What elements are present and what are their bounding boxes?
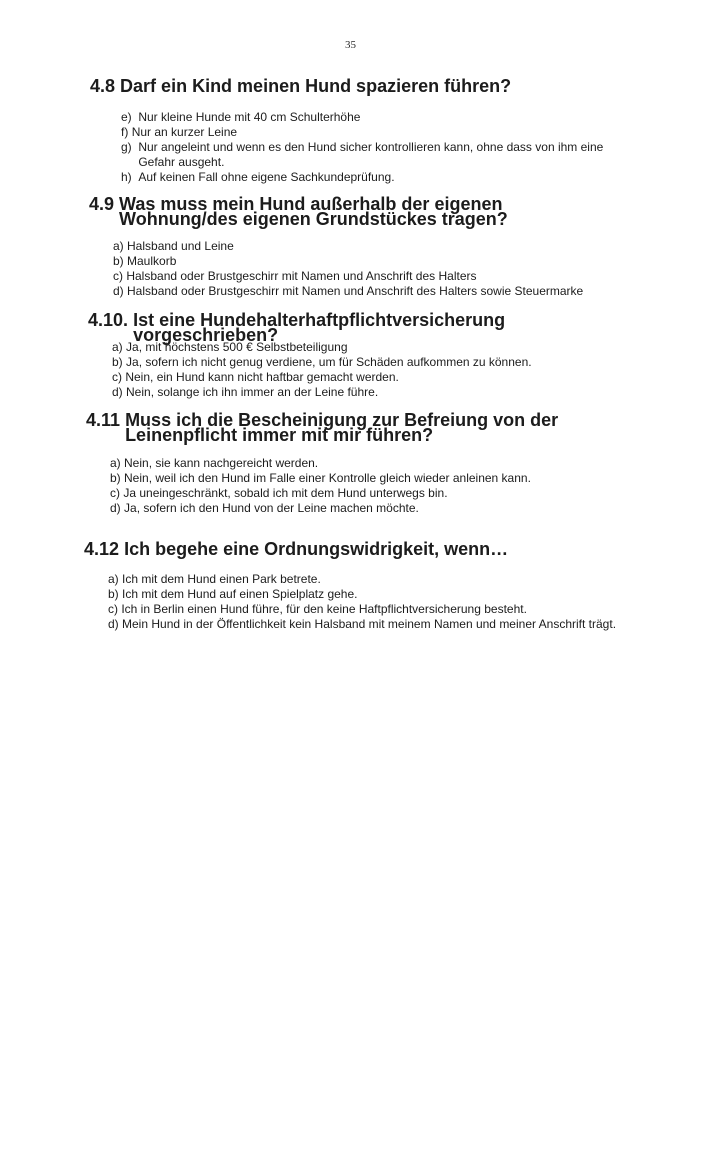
- answer-letter: c): [113, 269, 123, 283]
- question-text: Ich begehe eine Ordnungswidrigkeit, wenn…: [124, 539, 509, 559]
- answer-letter: a): [110, 456, 121, 470]
- answer-letter: a): [112, 340, 123, 354]
- answer-item: [121, 140, 611, 170]
- question-text: Darf ein Kind meinen Hund spazieren führen?: [120, 76, 512, 96]
- question-title: [90, 76, 630, 96]
- answer-letter: c): [110, 486, 120, 500]
- answer-text: Ich mit dem Hund auf einen Spielplatz gehe.: [122, 587, 358, 601]
- question-number: 4.10.: [88, 310, 129, 330]
- question-number: 4.8: [90, 76, 116, 96]
- question-4-8: [90, 76, 630, 96]
- answer-item: [113, 254, 613, 269]
- answer-letter: b): [110, 471, 121, 485]
- answer-item: [110, 501, 610, 516]
- answer-item: [110, 471, 610, 486]
- answer-letter: a): [108, 572, 119, 586]
- answer-text: Nein, sie kann nachgereicht werden.: [124, 456, 319, 470]
- question-4-12: [84, 539, 604, 559]
- question-number: 4.12: [84, 539, 120, 559]
- answer-item: [113, 284, 613, 299]
- answer-text: Nein, ein Hund kann nicht haftbar gemacht werden.: [125, 370, 399, 384]
- question-4-9: [89, 194, 619, 229]
- answer-text: Nur an kurzer Leine: [131, 125, 238, 139]
- question-title: [89, 194, 619, 229]
- answer-letter: d): [113, 284, 124, 298]
- answer-text: Halsband oder Brustgeschirr mit Namen und Anschrift des Halters: [126, 269, 477, 283]
- answer-text: Ja, sofern ich nicht genug verdiene, um für Schäden aufkommen zu können.: [126, 355, 532, 369]
- answer-item: [108, 587, 618, 602]
- answer-text: Maulkorb: [127, 254, 177, 268]
- answer-text: Ja, mit höchstens 500 € Selbstbeteiligung: [126, 340, 348, 354]
- answer-text: Halsband oder Brustgeschirr mit Namen und Anschrift des Halters sowie Steuermarke: [127, 284, 584, 298]
- answer-letter: d): [108, 617, 119, 631]
- answer-text: Ich in Berlin einen Hund führe, für den keine Haftpflichtversicherung besteht.: [121, 602, 527, 616]
- question-title: [88, 310, 608, 345]
- answer-letter: e): [121, 110, 132, 124]
- answer-letter: c): [112, 370, 122, 384]
- question-title: [86, 410, 616, 445]
- answer-item: [112, 370, 612, 385]
- question-title: [84, 539, 604, 559]
- answer-item: [113, 239, 613, 254]
- answer-list-4-12: [108, 572, 618, 632]
- answer-item: [110, 486, 610, 501]
- answer-list-4-11: [110, 456, 610, 516]
- answer-letter: d): [112, 385, 123, 399]
- answer-letter: b): [108, 587, 119, 601]
- answer-text: Nein, solange ich ihn immer an der Leine führe.: [126, 385, 379, 399]
- answer-text: Halsband und Leine: [127, 239, 234, 253]
- answer-letter: c): [108, 602, 118, 616]
- answer-list-4-8: [121, 110, 611, 185]
- answer-item: [113, 269, 613, 284]
- question-text: Muss ich die Bescheinigung zur Befreiung von der Leinenpflicht immer mit mir führen?: [125, 410, 559, 445]
- answer-letter: h): [121, 170, 132, 184]
- answer-text: Ja uneingeschränkt, sobald ich mit dem Hund unterwegs bin.: [123, 486, 448, 500]
- answer-list-4-9: [113, 239, 613, 299]
- question-text: Was muss mein Hund außerhalb der eigenen Wohnung/des eigenen Grundstückes tragen?: [119, 194, 508, 229]
- answer-text: Mein Hund in der Öffentlichkeit kein Halsband mit meinem Namen und meiner Anschrift trägt.: [122, 617, 617, 631]
- answer-item: [108, 602, 618, 617]
- answer-letter: a): [113, 239, 124, 253]
- answer-letter: d): [110, 501, 121, 515]
- answer-text: Nur kleine Hunde mit 40 cm Schulterhöhe: [138, 110, 361, 124]
- answer-item: [108, 572, 618, 587]
- answer-text: Nur angeleint und wenn es den Hund sicher kontrollieren kann, ohne dass von ihm eine Gefahr ausgeht.: [138, 140, 604, 169]
- answer-item: [121, 125, 611, 140]
- answer-item: [112, 355, 612, 370]
- answer-item: [112, 385, 612, 400]
- answer-item: [121, 170, 611, 185]
- question-number: 4.9: [89, 194, 115, 214]
- answer-text: Ja, sofern ich den Hund von der Leine machen möchte.: [124, 501, 419, 515]
- answer-item: [108, 617, 618, 632]
- answer-text: Nein, weil ich den Hund im Falle einer Kontrolle gleich wieder anleinen kann.: [124, 471, 531, 485]
- page-number: 35: [345, 39, 356, 51]
- answer-letter: g): [121, 140, 132, 154]
- question-text: Ist eine Hundehalterhaftpflichtversicherung vorgeschrieben?: [133, 310, 506, 345]
- answer-letter: f): [121, 125, 129, 139]
- answer-text: Auf keinen Fall ohne eigene Sachkundeprüfung.: [138, 170, 395, 184]
- answer-list-4-10: [112, 340, 612, 400]
- question-number: 4.11: [86, 410, 121, 430]
- answer-text: Ich mit dem Hund einen Park betrete.: [122, 572, 321, 586]
- answer-item: [110, 456, 610, 471]
- answer-letter: b): [113, 254, 124, 268]
- answer-item: [112, 340, 612, 355]
- answer-item: [121, 110, 611, 125]
- question-4-10: [88, 310, 608, 345]
- answer-letter: b): [112, 355, 123, 369]
- question-4-11: [86, 410, 616, 445]
